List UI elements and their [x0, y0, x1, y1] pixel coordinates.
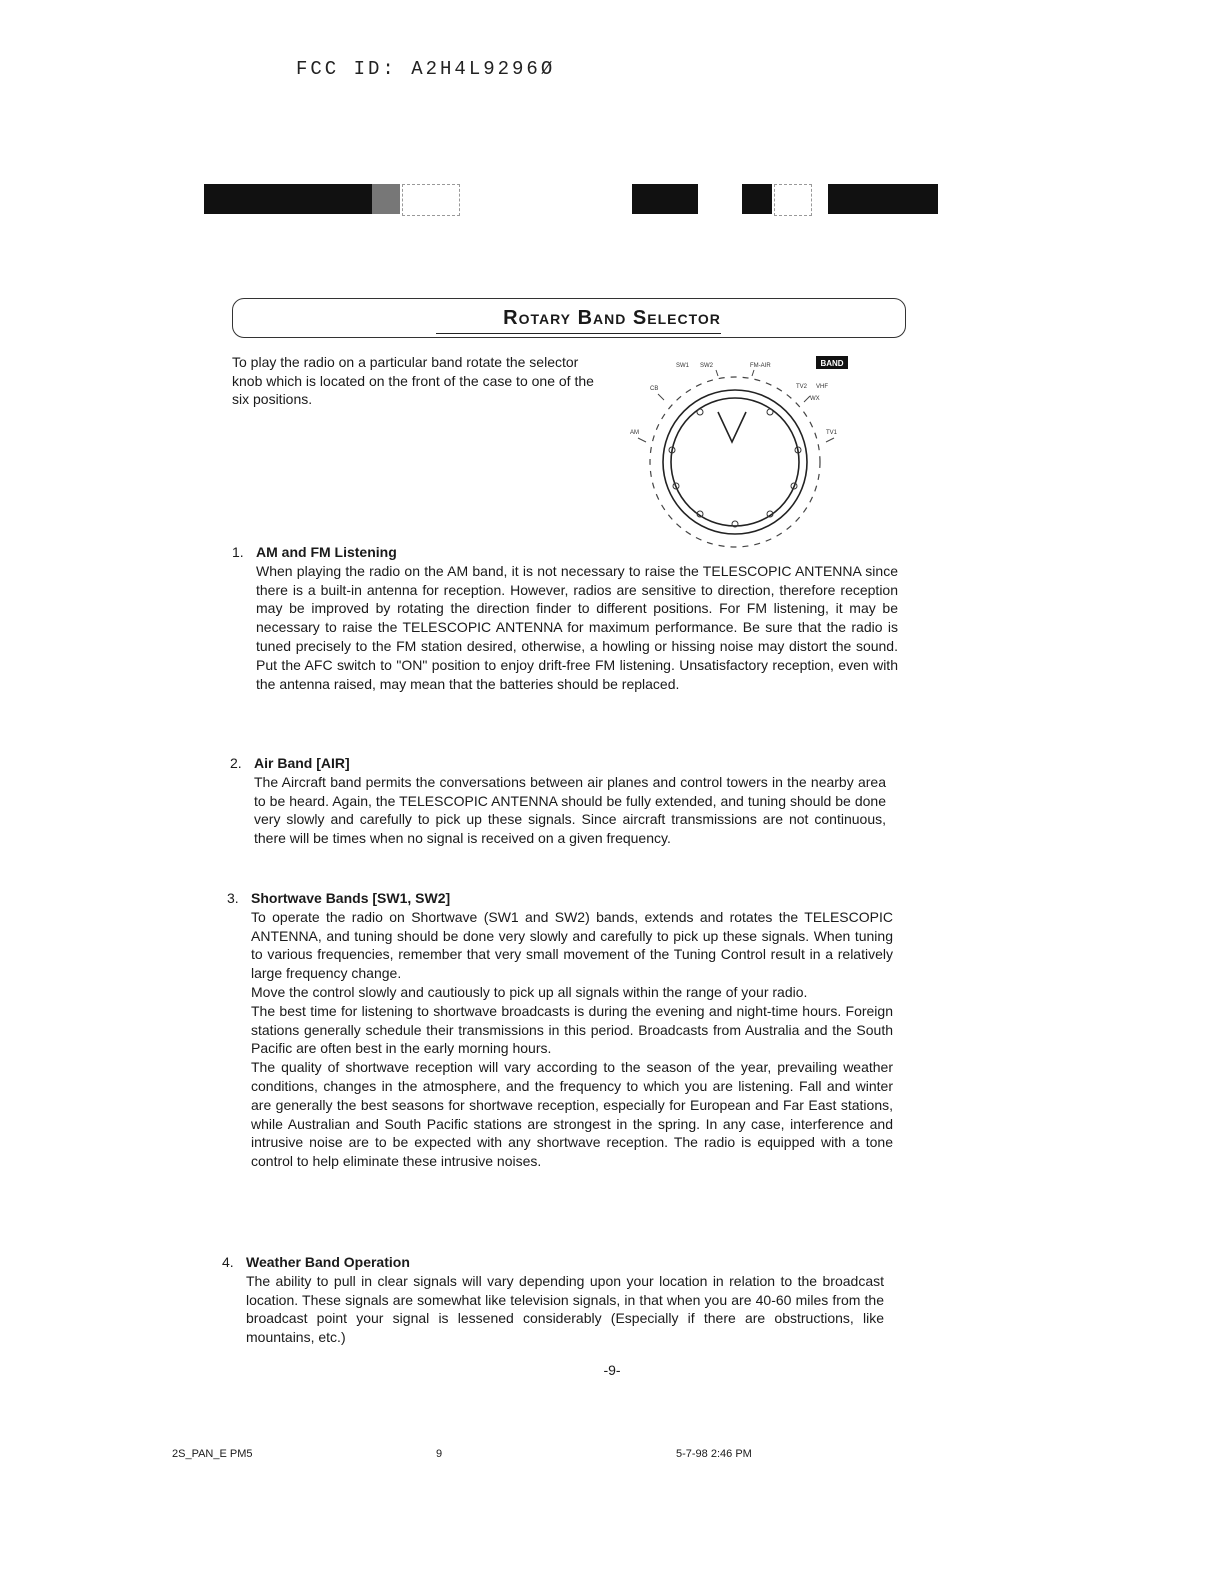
header-bar-segment: [402, 184, 460, 216]
dial-label-tv2: TV2: [796, 384, 808, 390]
band-selector-dial: [620, 350, 860, 550]
page-number: -9-: [603, 1362, 621, 1378]
band-badge-label: BAND: [820, 359, 844, 368]
footer-page: 9: [436, 1448, 443, 1460]
header-bar-segment: [828, 184, 938, 214]
header-bar-segment: [632, 184, 698, 214]
section-number: 4.: [222, 1254, 234, 1270]
dial-label-sw2: SW2: [700, 363, 714, 369]
title-underline: [436, 333, 721, 334]
dial-label-sw1: SW1: [676, 363, 690, 369]
section-am-fm: [232, 543, 898, 693]
footer-file: 2S_PAN_E PM5: [172, 1448, 253, 1460]
section-body: The Aircraft band permits the conversations between air planes and control towers in the nearby area to be heard. Again, the TELESCOPIC ANTENNA should be fully extended, and tuning should be done very slowly and carefully to pick up these signals. Since aircraft transmissions are not continuous, there will be times when no signal is received on a given frequency.: [254, 773, 886, 847]
section-number: 3.: [227, 890, 239, 906]
section-paragraph: Move the control slowly and cautiously to pick up all signals within the range of your radio.: [251, 983, 808, 1000]
header-bar-segment: [742, 184, 772, 214]
intro-text: To play the radio on a particular band rotate the selector knob which is located on the front of the case to one of the six positions.: [232, 354, 594, 407]
dial-label-cb: CB: [650, 386, 659, 392]
section-heading: AM and FM Listening: [256, 544, 397, 560]
section-body: The ability to pull in clear signals will vary depending upon your location in relation to the broadcast location. These signals are somewhat like television signals, in that when you are 40-60 miles from the broadcast point your signal is lessened considerably (Especially if there are obstructions, like mountains, etc.): [246, 1272, 884, 1346]
section-paragraph: To operate the radio on Shortwave (SW1 and SW2) bands, extends and rotates the TELESCOPIC ANTENNA, and tuning should be done very slowly and carefully to pick up these signals. When tuning to various frequencies, remember that very small movement of the Tuning Control result in a relatively large frequency change.: [251, 908, 893, 982]
dial-label-vhf: VHF: [816, 384, 828, 390]
section-number: 2.: [230, 755, 242, 771]
section-paragraph: The quality of shortwave reception will vary according to the season of the year, prevailing weather conditions, changes in the atmosphere, and the frequency to which you are listening. Fall and winter are generally the best seasons for shortwave reception, especially for European and Far East stations, while Australian and South Pacific stations are strongest in the spring. In any case, interference and intrusive noise are to be expected with any shortwave reception. The radio is equipped with a tone control to help eliminate these intrusive noises.: [251, 1059, 893, 1170]
fcc-id: FCC ID: A2H4L9296Ø: [296, 58, 556, 80]
section-heading: Weather Band Operation: [246, 1254, 410, 1270]
header-bar-segment: [204, 184, 372, 214]
section-heading: Shortwave Bands [SW1, SW2]: [251, 890, 451, 906]
dial-label-tv1: TV1: [826, 430, 838, 436]
section-air-band: [230, 754, 886, 848]
dial-label-wx: WX: [810, 396, 820, 402]
dial-label-fm-air: FM-AIR: [750, 363, 771, 369]
footer-time: 5-7-98 2:46 PM: [676, 1448, 752, 1460]
page-title: Rotary Band Selector: [503, 307, 721, 329]
section-shortwave: [227, 889, 893, 1171]
header-bar-segment: [774, 184, 812, 216]
section-heading: Air Band [AIR]: [254, 755, 350, 771]
section-weather: [222, 1253, 884, 1347]
section-paragraph: The best time for listening to shortwave broadcasts is during the evening and night-time hours. Foreign stations generally schedule their transmissions in this period. Broadcasts from Australia and the South Pacific are often best in the early morning hours.: [251, 1002, 893, 1057]
section-number: 1.: [232, 544, 244, 560]
dial-label-am: AM: [630, 430, 639, 436]
section-body: When playing the radio on the AM band, it is not necessary to raise the TELESCOPIC ANTENNA since there is a built-in antenna for reception. However, radios are sensitive to direction, therefore reception may be improved by rotating the direction finder to different positions. For FM listening, it may be necessary to raise the TELESCOPIC ANTENNA for maximum performance. Be sure that the radio is tuned precisely to the FM station desired, otherwise, a howling or hissing noise may distort the sound. Put the AFC switch to "ON" position to enjoy drift-free FM listening. Unsatisfactory reception, even with the antenna raised, may mean that the batteries should be replaced.: [256, 562, 898, 692]
header-bar-segment: [372, 184, 400, 214]
